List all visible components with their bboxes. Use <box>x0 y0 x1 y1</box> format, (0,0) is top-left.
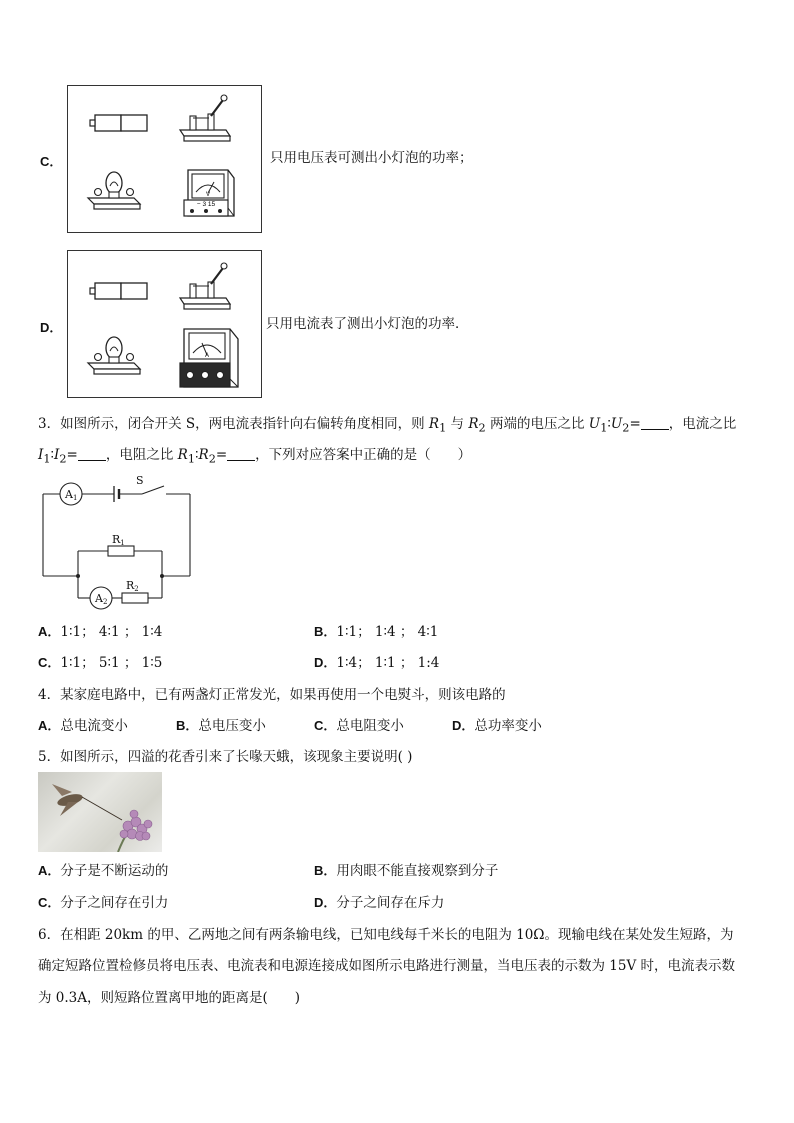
q3-text: 3．如图所示，闭合开关 S，两电流表指针向右偏转角度相同，则 <box>38 416 429 432</box>
answer-blank-current[interactable] <box>78 446 106 461</box>
option-text: 1∶4； 1∶1 ； 1:4 <box>336 655 440 671</box>
option-text: 分子之间存在斥力 <box>336 895 445 911</box>
option-label: B． <box>176 718 199 733</box>
switch-s-label: S <box>136 474 144 487</box>
equals-sign: = <box>66 447 78 463</box>
q5-option-d[interactable] <box>314 893 444 913</box>
option-label: D． <box>314 655 337 670</box>
battery-icon <box>90 115 147 131</box>
q5-option-b[interactable] <box>314 861 498 881</box>
ratio-colon: ∶ <box>607 416 611 432</box>
option-label: A． <box>38 624 61 639</box>
resistor-r1-label: R1 <box>112 533 125 547</box>
i2-sub: 2 <box>59 452 67 466</box>
option-text: 1∶1； 5∶1 ； 1∶5 <box>60 655 163 671</box>
moth-icon <box>52 784 122 820</box>
q3-option-c[interactable] <box>38 653 162 673</box>
r2-sub: 2 <box>208 452 216 466</box>
i1-sub: 1 <box>43 452 51 466</box>
answer-blank-voltage[interactable] <box>641 415 669 430</box>
resistor-r2-label: R2 <box>126 579 139 593</box>
hawkmoth-flower-image <box>38 772 162 852</box>
voltmeter-symbol: V <box>205 192 211 198</box>
q6-stem-line3: 为 0.3A，则短路位置离甲地的距离是( ) <box>38 990 301 1006</box>
option-d-text: 只用电流表了测出小灯泡的功率． <box>266 316 469 332</box>
answer-blank-resistance[interactable] <box>227 446 255 461</box>
r2-sub: 2 <box>478 421 486 435</box>
r1-symbol: R <box>428 416 440 432</box>
u2-symbol: U <box>610 416 623 432</box>
ratio-colon: ∶ <box>50 447 55 463</box>
option-d-label: D． <box>40 320 63 335</box>
junction-dot <box>76 574 80 578</box>
option-label: A． <box>38 863 61 878</box>
ammeter-a2-label: A2 <box>95 592 108 606</box>
q5-option-a[interactable] <box>38 861 168 881</box>
option-label: D． <box>314 895 337 910</box>
r1-sub: 1 <box>187 452 195 466</box>
option-label: D． <box>452 718 475 733</box>
u2-sub: 2 <box>622 421 630 435</box>
battery-icon <box>90 283 147 299</box>
option-text: 总功率变小 <box>474 718 542 734</box>
q5-stem: 5．如图所示，四溢的花香引来了长喙天蛾，该现象主要说明( ) <box>38 749 413 765</box>
option-text: 1∶1； 1∶4 ； 4∶1 <box>336 624 439 640</box>
option-d-apparatus <box>68 251 261 397</box>
q6-stem-line1: 6．在相距 20km 的甲、乙两地之间有两条输电线，已知电线每千米长的电阻为 10Ω。现输电线在某处发生短路，为 <box>38 927 734 943</box>
u1-symbol: U <box>588 416 601 432</box>
option-label: C． <box>314 718 337 733</box>
q3-option-b[interactable] <box>314 622 438 642</box>
q4-option-a[interactable] <box>38 716 128 736</box>
option-label: C． <box>38 895 61 910</box>
q3-text: 两端的电压之比 <box>485 416 589 432</box>
switch-icon <box>180 95 230 141</box>
i2-symbol: I <box>54 447 60 463</box>
u1-sub: 1 <box>600 421 608 435</box>
ammeter-a1-label: A1 <box>65 488 78 502</box>
lamp-icon <box>88 172 140 209</box>
option-text: 总电流变小 <box>60 718 128 734</box>
option-c-apparatus <box>68 86 261 232</box>
q3-stem-line2 <box>38 445 471 470</box>
option-text: 分子之间存在引力 <box>60 895 169 911</box>
q3-text: ，下列对应答案中正确的是（ ） <box>255 447 472 463</box>
r1-sub: 1 <box>439 421 447 435</box>
junction-dot <box>160 574 164 578</box>
option-label: B． <box>314 624 337 639</box>
option-text: 分子是不断运动的 <box>60 863 169 879</box>
ratio-colon: ∶ <box>195 447 199 463</box>
q3-text: ，电流之比 <box>668 416 737 432</box>
option-label: B． <box>314 863 337 878</box>
i1-symbol: I <box>38 447 44 463</box>
q4-option-c[interactable] <box>314 716 404 736</box>
option-c-text: 只用电压表可测出小灯泡的功率； <box>270 150 473 166</box>
option-text: 用肉眼不能直接观察到分子 <box>336 863 499 879</box>
equals-sign: = <box>215 447 228 463</box>
q3-option-a[interactable] <box>38 622 162 642</box>
r1-symbol: R <box>177 447 188 463</box>
lamp-icon <box>88 337 140 374</box>
q5-option-c[interactable] <box>38 893 168 913</box>
option-c-figure <box>67 85 262 233</box>
q3-text: 与 <box>446 416 469 432</box>
q6-stem-line2: 确定短路位置检修员将电压表、电流表和电源连接成如图所示电路进行测量，当电压表的示数为 15V 时，电流表示数 <box>38 958 736 974</box>
voltmeter-ticks: − 3 15 <box>196 201 216 208</box>
switch-icon <box>180 263 230 309</box>
q4-stem: 4．某家庭电路中，已有两盏灯正常发光，如果再使用一个电熨斗，则该电路的 <box>38 687 506 703</box>
option-text: 1∶1； 4∶1 ； 1∶4 <box>60 624 163 640</box>
r2-symbol: R <box>468 416 479 432</box>
hawkmoth-flower-photo <box>38 772 162 852</box>
option-text: 总电阻变小 <box>336 718 404 734</box>
option-label: A． <box>38 718 61 733</box>
ammeter-symbol: A <box>204 353 210 359</box>
equals-sign: = <box>629 416 641 432</box>
option-d-figure <box>67 250 262 398</box>
r2-symbol: R <box>198 447 209 463</box>
q3-text: ，电阻之比 <box>105 447 178 463</box>
option-c-label: C． <box>40 154 63 169</box>
q4-option-d[interactable] <box>452 716 542 736</box>
option-label: C． <box>38 655 61 670</box>
q3-option-d[interactable] <box>314 653 439 673</box>
option-text: 总电压变小 <box>198 718 266 734</box>
q3-circuit-diagram <box>38 474 198 614</box>
q4-option-b[interactable] <box>176 716 266 736</box>
q3-stem-line1 <box>38 414 736 439</box>
